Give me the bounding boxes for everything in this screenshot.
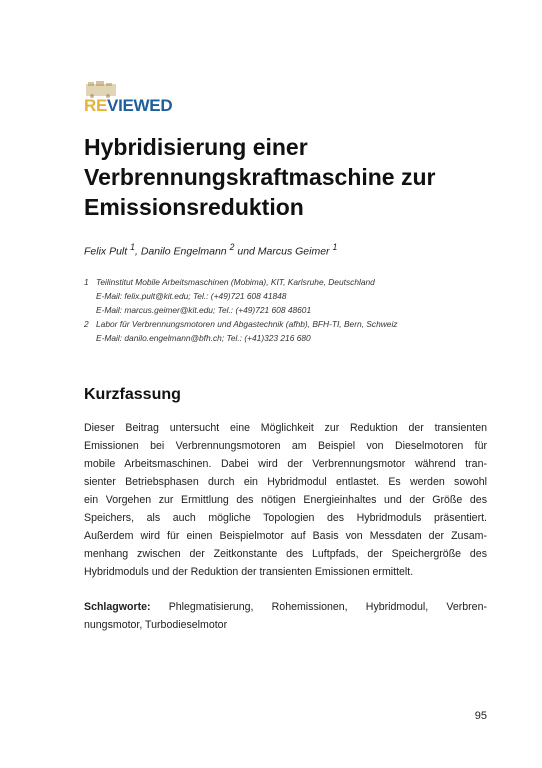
author-name: Felix Pult: [84, 245, 128, 258]
abstract-body: [84, 419, 487, 581]
author-affiliation-mark: 2: [229, 242, 235, 252]
affiliation-line: Teilinstitut Mobile Arbeitsmaschinen (Mobima), KIT, Karlsruhe, Deutschland: [96, 277, 375, 287]
section-heading: Kurzfassung: [84, 386, 181, 403]
author-name: Marcus Geimer: [257, 245, 330, 258]
keywords-text: Phlegmatisierung, Rohemissionen, Hybridmodul, Verbren-: [150, 601, 487, 613]
keywords-block: [84, 598, 487, 634]
author-affiliation-mark: 1: [332, 242, 338, 252]
abstract-line: Emissionen bei Verbrennungsmotoren am Beispiel von Dieselmotoren für: [84, 440, 487, 452]
author-list: [84, 242, 337, 258]
author-affiliation-mark: 1: [130, 242, 135, 252]
author-separator: ,: [134, 245, 141, 258]
affiliation-line: Labor für Verbrennungsmotoren und Abgastechnik (afhb), BFH-TI, Bern, Schweiz: [96, 319, 398, 329]
title-line: Hybridisierung einer: [84, 134, 308, 160]
abstract-line: sienter Betriebsphasen durch ein Hybridmodul entlastet. Es werden sowohl: [84, 476, 487, 488]
paper-title: [84, 132, 494, 222]
abstract-line: Dieser Beitrag untersucht eine Möglichkeit zur Reduktion der transienten: [84, 422, 487, 434]
author-separator: und: [234, 245, 258, 258]
affiliation-email: E-Mail: danilo.engelmann@bfh.ch; Tel.: (+41)323 216 680: [96, 333, 311, 343]
author-name: Danilo Engelmann: [140, 245, 227, 258]
affiliation-number: 2: [84, 319, 89, 329]
abstract-line: Hybridmoduls und der Reduktion der transienten Emissionen ermittelt.: [84, 566, 414, 578]
affiliation-email: E-Mail: marcus.geimer@kit.edu; Tel.: (+49)721 608 48601: [96, 305, 312, 315]
keywords-line: [84, 598, 487, 616]
title-line: Emissionsreduktion: [84, 194, 304, 220]
abstract-line: Außerdem wird für einen Beispielmotor auf Basis von Messdaten der Zusam-: [84, 530, 487, 542]
keywords-line: nungsmotor, Turbodieselmotor: [84, 619, 228, 631]
keywords-label: Schlagworte:: [84, 601, 151, 613]
reviewed-logo-text: [84, 96, 172, 116]
abstract-line: mobile Arbeitsmaschinen. Dabei wird der Verbrennungsmotor während tran-: [84, 458, 487, 470]
affiliation-number: 1: [84, 277, 89, 287]
title-line: Verbrennungskraftmaschine zur: [84, 164, 436, 190]
abstract-line: Speichers, als auch mögliche Topologien des Hybridmoduls präsentiert.: [84, 512, 487, 524]
affiliation-email: E-Mail: felix.pult@kit.edu; Tel.: (+49)721 608 41848: [96, 291, 287, 301]
logo-re: RE: [84, 96, 108, 115]
abstract-line: menhang zwischen der Zeitkonstante des Luftpfads, der Speichergröße des: [84, 548, 487, 560]
page-number: 95: [474, 710, 487, 722]
abstract-line: ein Vorgehen zur Ermittlung des nötigen Energieinhaltes und der Größe des: [84, 494, 487, 506]
logo-viewed: VIEWED: [107, 96, 173, 115]
